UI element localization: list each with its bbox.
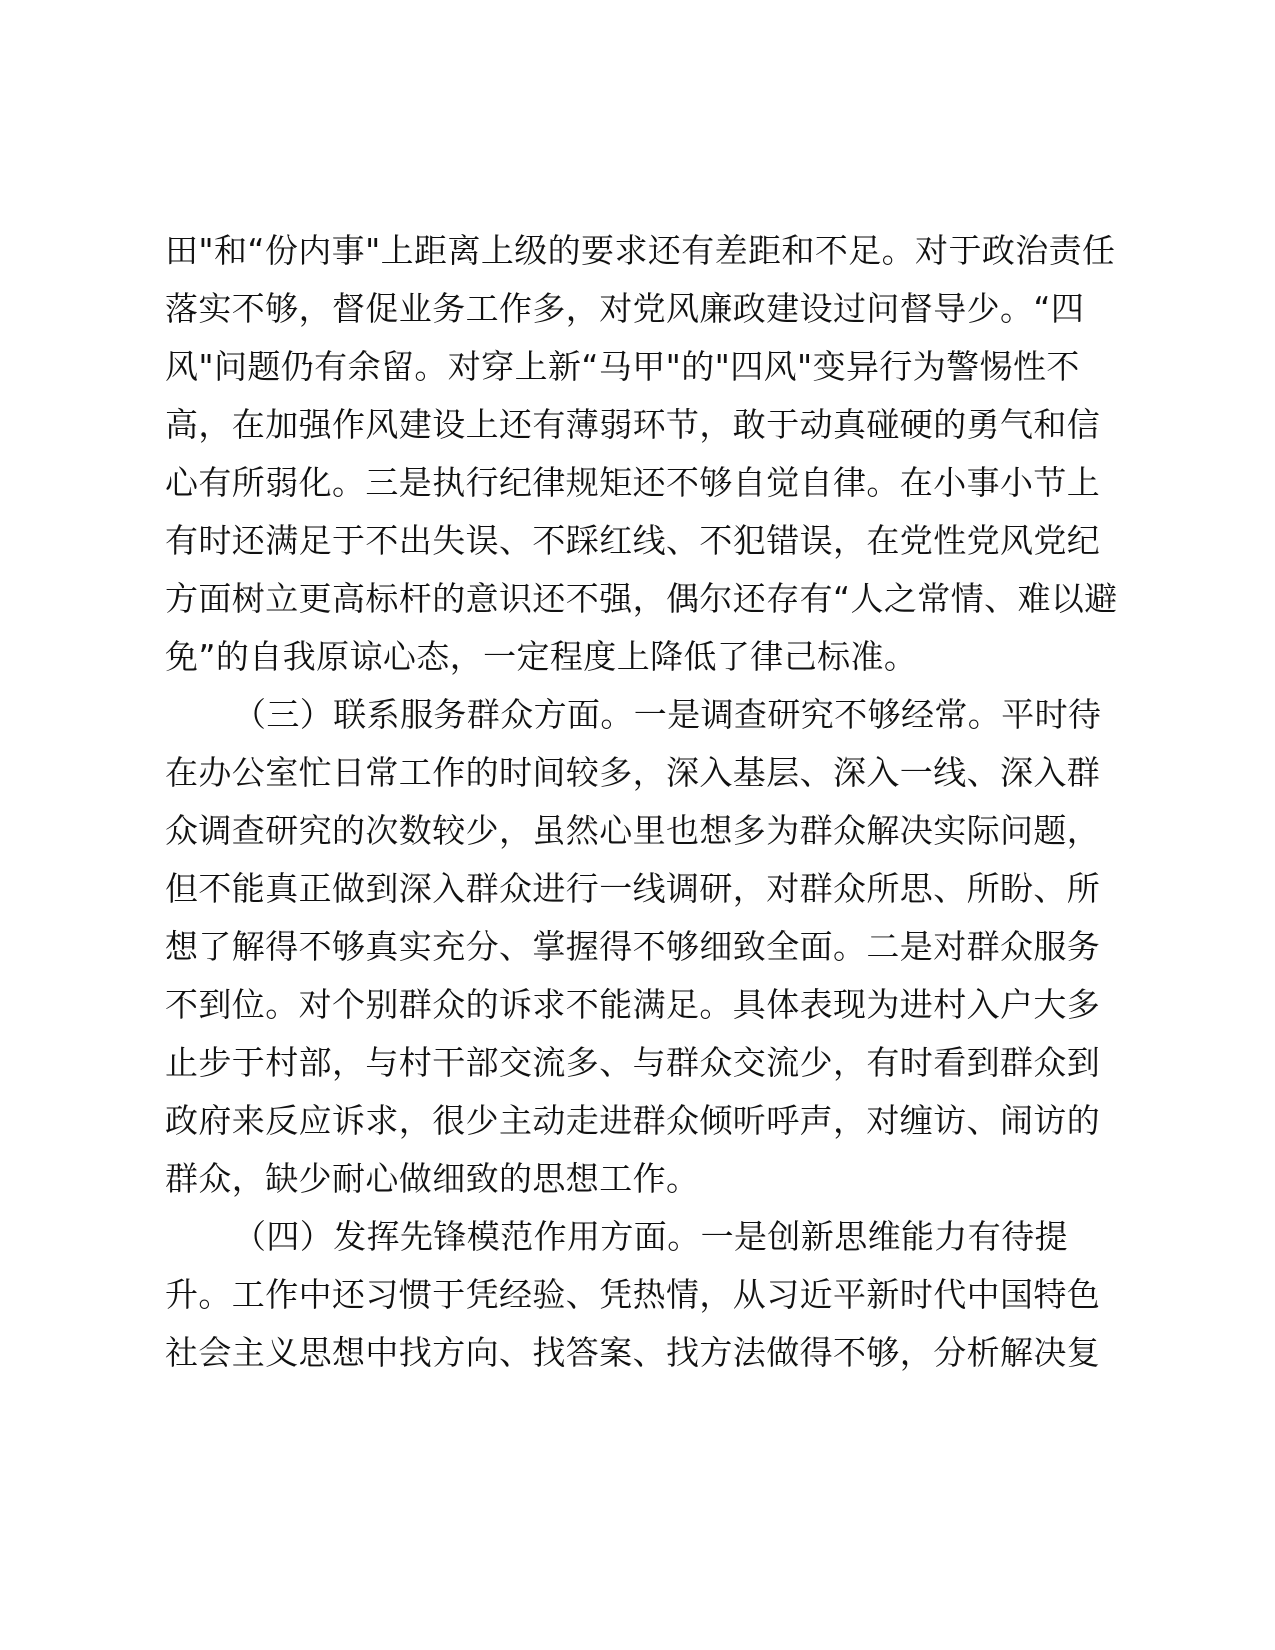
text-line: 但不能真正做到深入群众进行一线调研，对群众所思、所盼、所 [165, 869, 1101, 908]
text-line: 在办公室忙日常工作的时间较多，深入基层、深入一线、深入群 [165, 753, 1101, 792]
text-line: 不到位。对个别群众的诉求不能满足。具体表现为进村入户大多 [165, 985, 1101, 1024]
text-line: 社会主义思想中找方向、找答案、找方法做得不够，分析解决复 [165, 1333, 1101, 1372]
body-text [165, 222, 1118, 1382]
section-heading-line: （三）联系服务群众方面。一是调查研究不够经常。平时待 [233, 695, 1102, 734]
text-line: 想了解得不够真实充分、掌握得不够细致全面。二是对群众服务 [165, 927, 1101, 966]
text-line: 落实不够，督促业务工作多，对党风廉政建设过问督导少。“四 [165, 289, 1085, 328]
text-line: 有时还满足于不出失误、不踩红线、不犯错误，在党性党风党纪 [165, 521, 1101, 560]
text-line: 高，在加强作风建设上还有薄弱环节，敢于动真碰硬的勇气和信 [165, 405, 1101, 444]
text-line: 止步于村部，与村干部交流多、与群众交流少，有时看到群众到 [165, 1043, 1101, 1082]
text-line: 政府来反应诉求，很少主动走进群众倾听呼声，对缠访、闹访的 [165, 1101, 1101, 1140]
text-line: 升。工作中还习惯于凭经验、凭热情，从习近平新时代中国特色 [165, 1275, 1101, 1314]
text-line: 众调查研究的次数较少，虽然心里也想多为群众解决实际问题， [165, 811, 1101, 850]
text-line: 群众，缺少耐心做细致的思想工作。 [165, 1159, 700, 1198]
text-line: 田"和“份内事"上距离上级的要求还有差距和不足。对于政治责任 [165, 231, 1116, 270]
text-line: 免”的自我原谅心态，一定程度上降低了律己标准。 [165, 637, 918, 676]
section-heading-line: （四）发挥先锋模范作用方面。一是创新思维能力有待提 [233, 1217, 1068, 1256]
text-line: 心有所弱化。三是执行纪律规矩还不够自觉自律。在小事小节上 [165, 463, 1101, 502]
text-line: 方面树立更高标杆的意识还不强，偶尔还存有“人之常情、难以避 [165, 579, 1118, 618]
text-line: 风"问题仍有余留。对穿上新“马甲"的"四风"变异行为警惕性不 [165, 347, 1080, 386]
